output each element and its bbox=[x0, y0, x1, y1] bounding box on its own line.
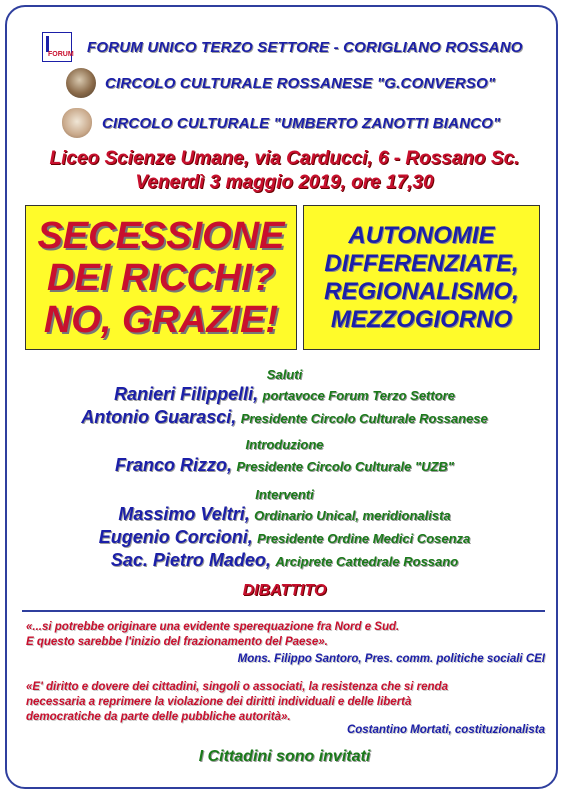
speaker-name: Massimo Veltri, bbox=[118, 504, 250, 524]
section-interventi: Interventi bbox=[255, 487, 314, 502]
dibattito-label: DIBATTITO bbox=[242, 582, 327, 599]
organizer-circolo-converso bbox=[0, 66, 569, 100]
organizer-name: FORUM UNICO TERZO SETTORE - CORIGLIANO ROSSANO bbox=[87, 39, 523, 56]
section-introduzione: Introduzione bbox=[245, 437, 324, 452]
speaker-name: Sac. Pietro Madeo, bbox=[110, 550, 271, 570]
speaker-row bbox=[0, 550, 569, 571]
speaker-name: Ranieri Filippelli, bbox=[114, 384, 259, 404]
quote-santoro bbox=[26, 620, 546, 650]
speaker-role: Ordinario Unical, meridionalista bbox=[254, 508, 451, 523]
quote-line: democratiche da parte delle pubbliche autorità». bbox=[26, 711, 291, 723]
speaker-row bbox=[0, 384, 569, 405]
organizer-forum bbox=[0, 30, 569, 64]
organizer-name: CIRCOLO CULTURALE ROSSANESE "G.CONVERSO" bbox=[105, 75, 496, 92]
speaker-row bbox=[0, 504, 569, 525]
quote-author: Costantino Mortati, costituzionalista bbox=[346, 724, 545, 736]
speaker-row bbox=[0, 455, 569, 476]
invitation-text: I Cittadini sono invitati bbox=[198, 748, 371, 765]
quote-author: Mons. Filippo Santoro, Pres. comm. politiche sociali CEI bbox=[237, 653, 545, 665]
venue-address: Liceo Scienze Umane, via Carducci, 6 - Rossano Sc. bbox=[49, 148, 520, 169]
quote-line: «E' diritto e dovere dei cittadini, singoli o associati, la resistenza che si renda bbox=[26, 681, 448, 693]
headline-autonomie: AUTONOMIE DIFFERENZIATE, REGIONALISMO, MEZZOGIORNO bbox=[324, 221, 519, 333]
forum-logo-icon bbox=[42, 32, 72, 62]
portrait-medallion-icon bbox=[66, 68, 96, 98]
speaker-row bbox=[0, 527, 569, 548]
speaker-name: Franco Rizzo, bbox=[115, 455, 233, 475]
headline-secessione: SECESSIONE DEI RICCHI? NO, GRAZIE! bbox=[37, 214, 285, 341]
headline-box-secessione bbox=[25, 205, 297, 350]
headline-box-autonomie bbox=[303, 205, 540, 350]
speaker-role: Presidente Circolo Culturale "UZB" bbox=[236, 459, 454, 474]
event-date: Venerdì 3 maggio 2019, ore 17,30 bbox=[135, 172, 434, 193]
quote-line: necessaria a reprimere la violazione dei diritti individuali e delle libertà bbox=[26, 696, 412, 708]
quote-line: «...si potrebbe originare una evidente sperequazione fra Nord e Sud. bbox=[26, 621, 400, 633]
speaker-name: Antonio Guarasci, bbox=[81, 407, 237, 427]
speaker-role: Presidente Circolo Culturale Rossanese bbox=[240, 411, 488, 426]
speaker-role: Arciprete Cattedrale Rossano bbox=[275, 554, 459, 569]
speaker-name: Eugenio Corcioni, bbox=[98, 527, 253, 547]
quote-mortati bbox=[26, 680, 546, 725]
section-saluti: Saluti bbox=[266, 367, 303, 382]
divider bbox=[22, 610, 545, 612]
organizer-circolo-uzb bbox=[0, 106, 569, 140]
quote-line: E questo sarebbe l'inizio del frazionamento del Paese». bbox=[26, 636, 328, 648]
crest-icon bbox=[62, 108, 92, 138]
forum-logo-text: FORUM bbox=[48, 51, 74, 58]
speaker-role: portavoce Forum Terzo Settore bbox=[262, 388, 455, 403]
organizer-name: CIRCOLO CULTURALE "UMBERTO ZANOTTI BIANCO" bbox=[102, 115, 501, 132]
speaker-role: Presidente Ordine Medici Cosenza bbox=[257, 531, 471, 546]
speaker-row bbox=[0, 407, 569, 428]
